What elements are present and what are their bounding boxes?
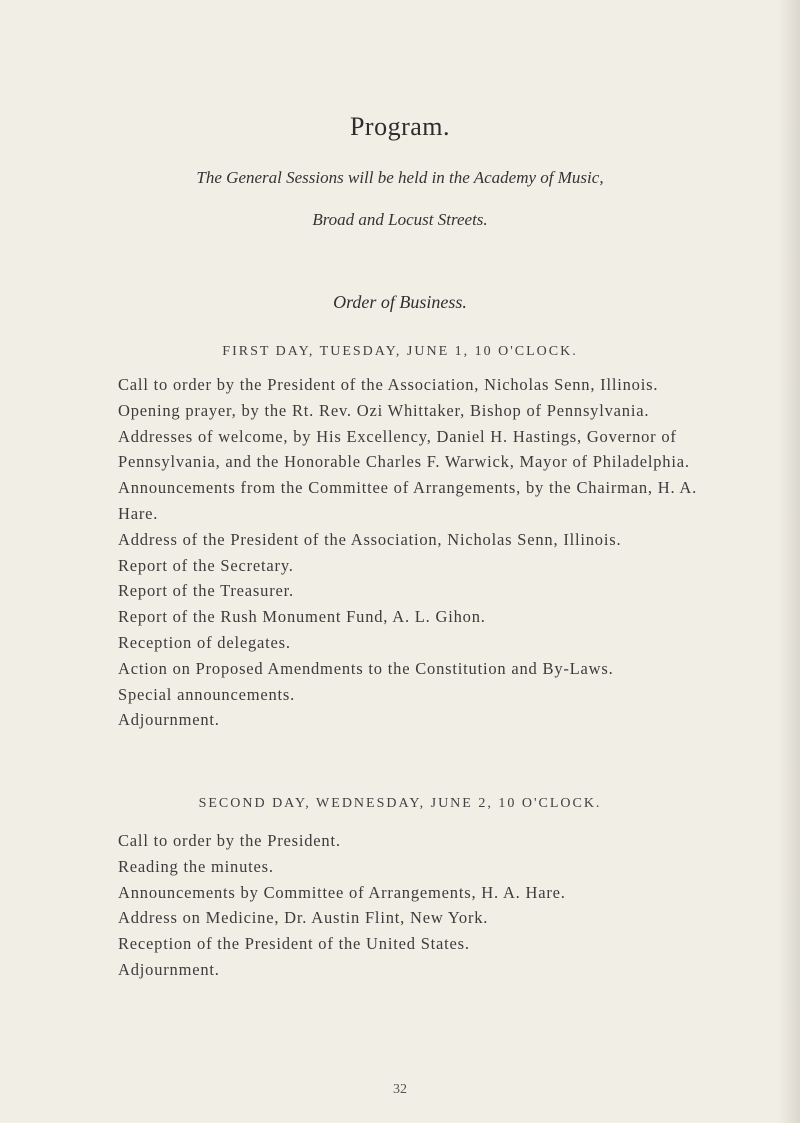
program-item: Action on Proposed Amendments to the Constitution and By-Laws. bbox=[118, 658, 614, 678]
program-item: Reception of the President of the United States. bbox=[118, 934, 470, 954]
program-item: Reading the minutes. bbox=[118, 856, 274, 876]
second-day-items bbox=[118, 828, 698, 983]
page-number: 32 bbox=[393, 1082, 407, 1097]
program-item: Special announcements. bbox=[118, 684, 296, 704]
program-item: Reception of delegates. bbox=[118, 632, 291, 652]
program-item: Adjournment. bbox=[118, 710, 220, 730]
second-day-heading: SECOND DAY, WEDNESDAY, JUNE 2, 10 O'CLOCK. bbox=[198, 796, 602, 811]
program-item: Addresses of welcome, by His Excellency, Daniel H. Hastings, Governor of Pennsylvania, and the Honorable Charles F. Warwick, Mayor of Philadelphia. bbox=[118, 426, 690, 472]
program-item: Announcements by Committee of Arrangements, H. A. Hare. bbox=[118, 882, 566, 902]
first-day-heading: FIRST DAY, TUESDAY, JUNE 1, 10 O'CLOCK. bbox=[222, 344, 578, 359]
intro-line-2: Broad and Locust Streets. bbox=[312, 210, 488, 229]
page-title: Program. bbox=[349, 112, 451, 141]
program-item: Address on Medicine, Dr. Austin Flint, New York. bbox=[118, 908, 489, 928]
program-item: Report of the Rush Monument Fund, A. L. Gihon. bbox=[118, 607, 486, 627]
program-item: Announcements from the Committee of Arrangements, by the Chairman, H. A. Hare. bbox=[118, 478, 698, 523]
program-item: Report of the Treasurer. bbox=[118, 581, 294, 601]
program-item: Address of the President of the Association, Nicholas Senn, Illinois. bbox=[118, 529, 622, 549]
program-item: Call to order by the President of the Association, Nicholas Senn, Illinois. bbox=[118, 375, 659, 394]
first-day-items bbox=[118, 372, 698, 733]
program-item: Report of the Secretary. bbox=[118, 555, 294, 575]
program-item: Call to order by the President. bbox=[118, 831, 341, 850]
order-of-business-heading: Order of Business. bbox=[333, 292, 467, 312]
program-item: Opening prayer, by the Rt. Rev. Ozi Whittaker, Bishop of Pennsylvania. bbox=[118, 400, 650, 420]
intro-line-1: The General Sessions will be held in the Academy of Music, bbox=[196, 168, 604, 187]
program-item: Adjournment. bbox=[118, 959, 220, 979]
